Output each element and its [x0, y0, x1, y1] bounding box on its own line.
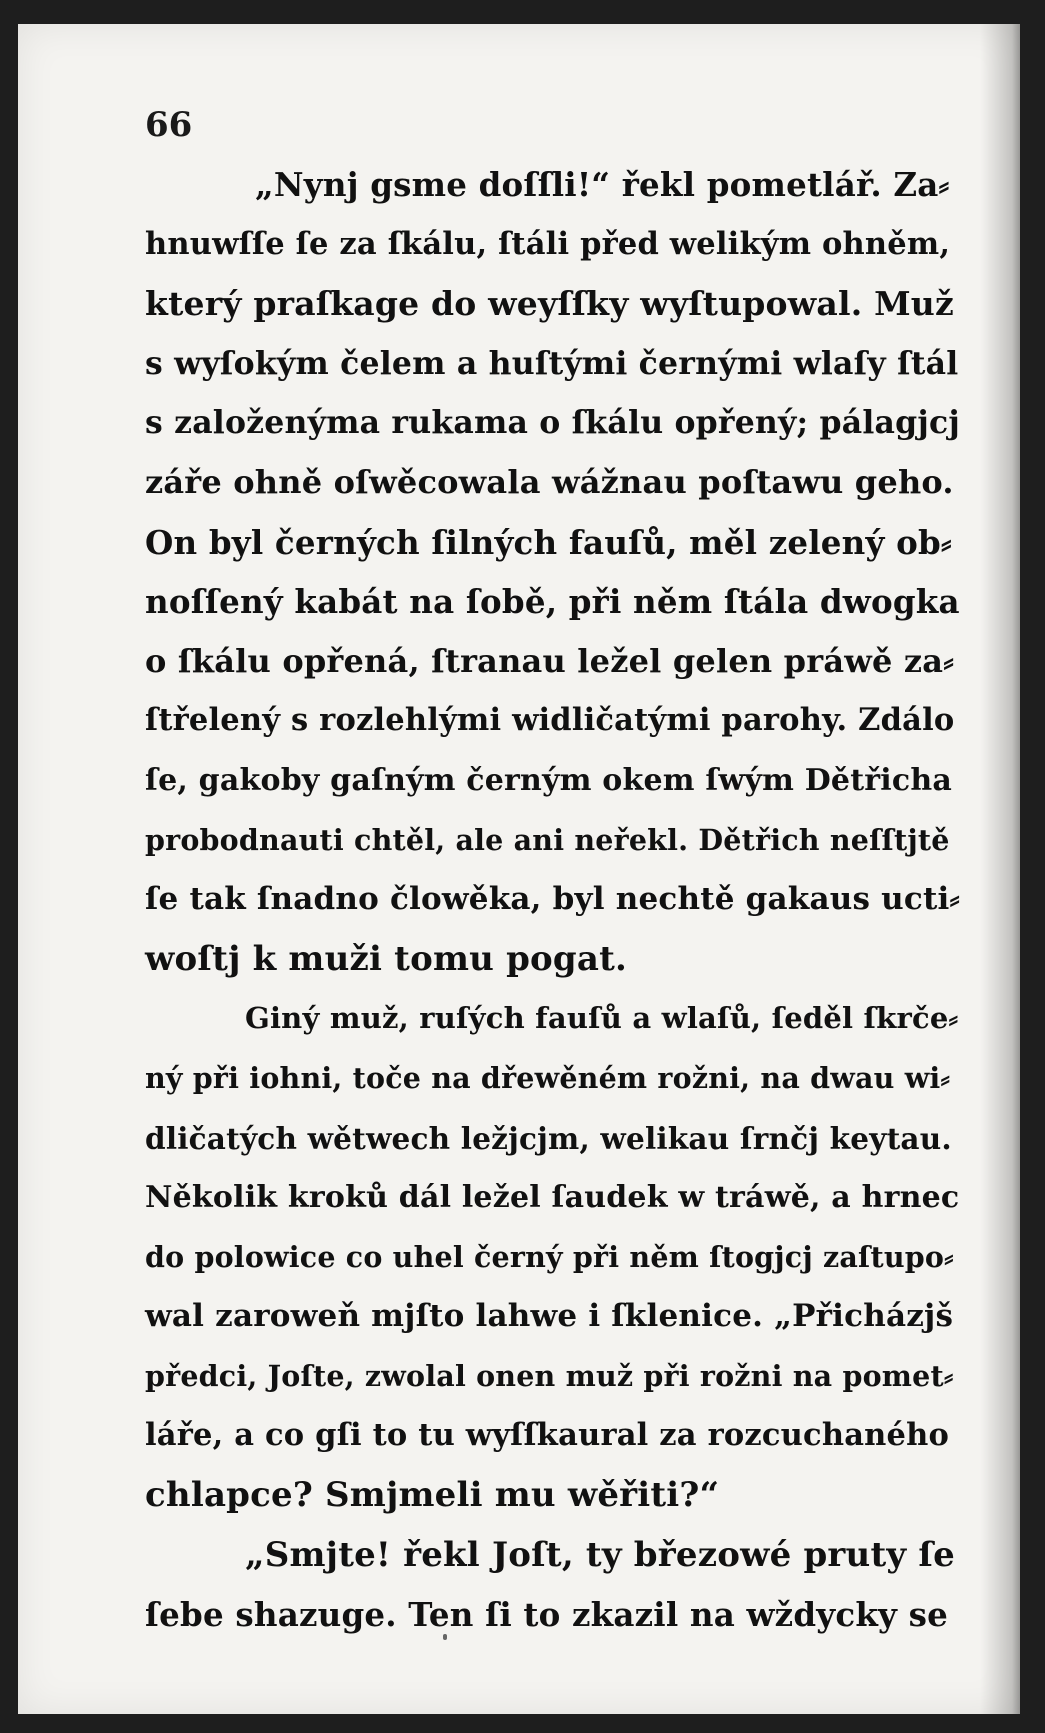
text-line: noſſený kabát na ſobě, při něm ſtála dwogka [145, 582, 960, 622]
text-block [145, 95, 960, 1645]
text-line: s wyſokým čelem a huſtými černými wlaſy ſtál [145, 344, 959, 382]
text-line: láře, a co gſi to tu wyſſkaural za rozcuchaného [145, 1417, 950, 1454]
page-edge-shadow [980, 24, 1020, 1714]
text-line: ný při iohni, toče na dřewěném rožni, na dwau wi⸗ [145, 1060, 951, 1095]
text-line: hnuwſſe ſe za ſkálu, ſtáli před welikým ohněm, [145, 225, 951, 262]
text-line: který praſkage do weyſſky wyſtupowal. Muž [145, 284, 954, 324]
text-line: dličatých wětwech ležjcjm, welikau ſrnčj keytau. [145, 1120, 952, 1156]
text-line: On byl černých ſilných fauſů, měl zelený ob⸗ [145, 522, 952, 562]
text-line: ſe tak ſnadno člowěka, byl nechtě gakaus ucti⸗ [145, 881, 960, 918]
text-line: chlapce? Smjmeli mu wěřiti?“ [145, 1475, 720, 1516]
text-line: probodnauti chtěl, ale ani neřekl. Dětřich neſſtjtě [145, 822, 950, 857]
text-line: ſebe shazuge. Ten ſi to zkazil na wždycky se [145, 1595, 949, 1635]
text-line: záře ohně oſwěcowala wážnau poſtawu geho. [145, 462, 954, 501]
text-line: wal zaroweň mjſto lahwe i ſklenice. „Přicházjš [145, 1298, 954, 1335]
text-line: o ſkálu opřená, ſtranau ležel gelen práwě za⸗ [145, 641, 955, 680]
text-line: předci, Joſte, zwolal onen muž při rožni na pomet⸗ [145, 1358, 954, 1393]
text-line: s založenýma rukama o ſkálu opřený; pálagjcj [145, 404, 960, 442]
page-number: 66 [145, 105, 193, 145]
text-line: woſtj k muži tomu pogat. [145, 938, 628, 979]
text-line: do polowice co uhel černý při něm ſtogjcj zaſtupo⸗ [145, 1239, 954, 1274]
text-line: ſtřelený s rozlehlými widličatými parohy. Zdálo [145, 702, 955, 739]
text-line: „Nynj gsme doſſli!“ řekl pometlář. Za⸗ [255, 165, 950, 204]
text-line: ſe, gakoby gaſným černým okem ſwým Dětřicha [145, 762, 952, 798]
text-line: „Smjte! řekl Joſt, ty březowé pruty ſe [245, 1534, 956, 1575]
text-line: Giný muž, ruſých fauſů a wlaſů, ſeděl ſkrče⸗ [245, 1001, 959, 1036]
text-line: Několik kroků dál ležel ſaudek w tráwě, a hrnec [145, 1180, 960, 1216]
